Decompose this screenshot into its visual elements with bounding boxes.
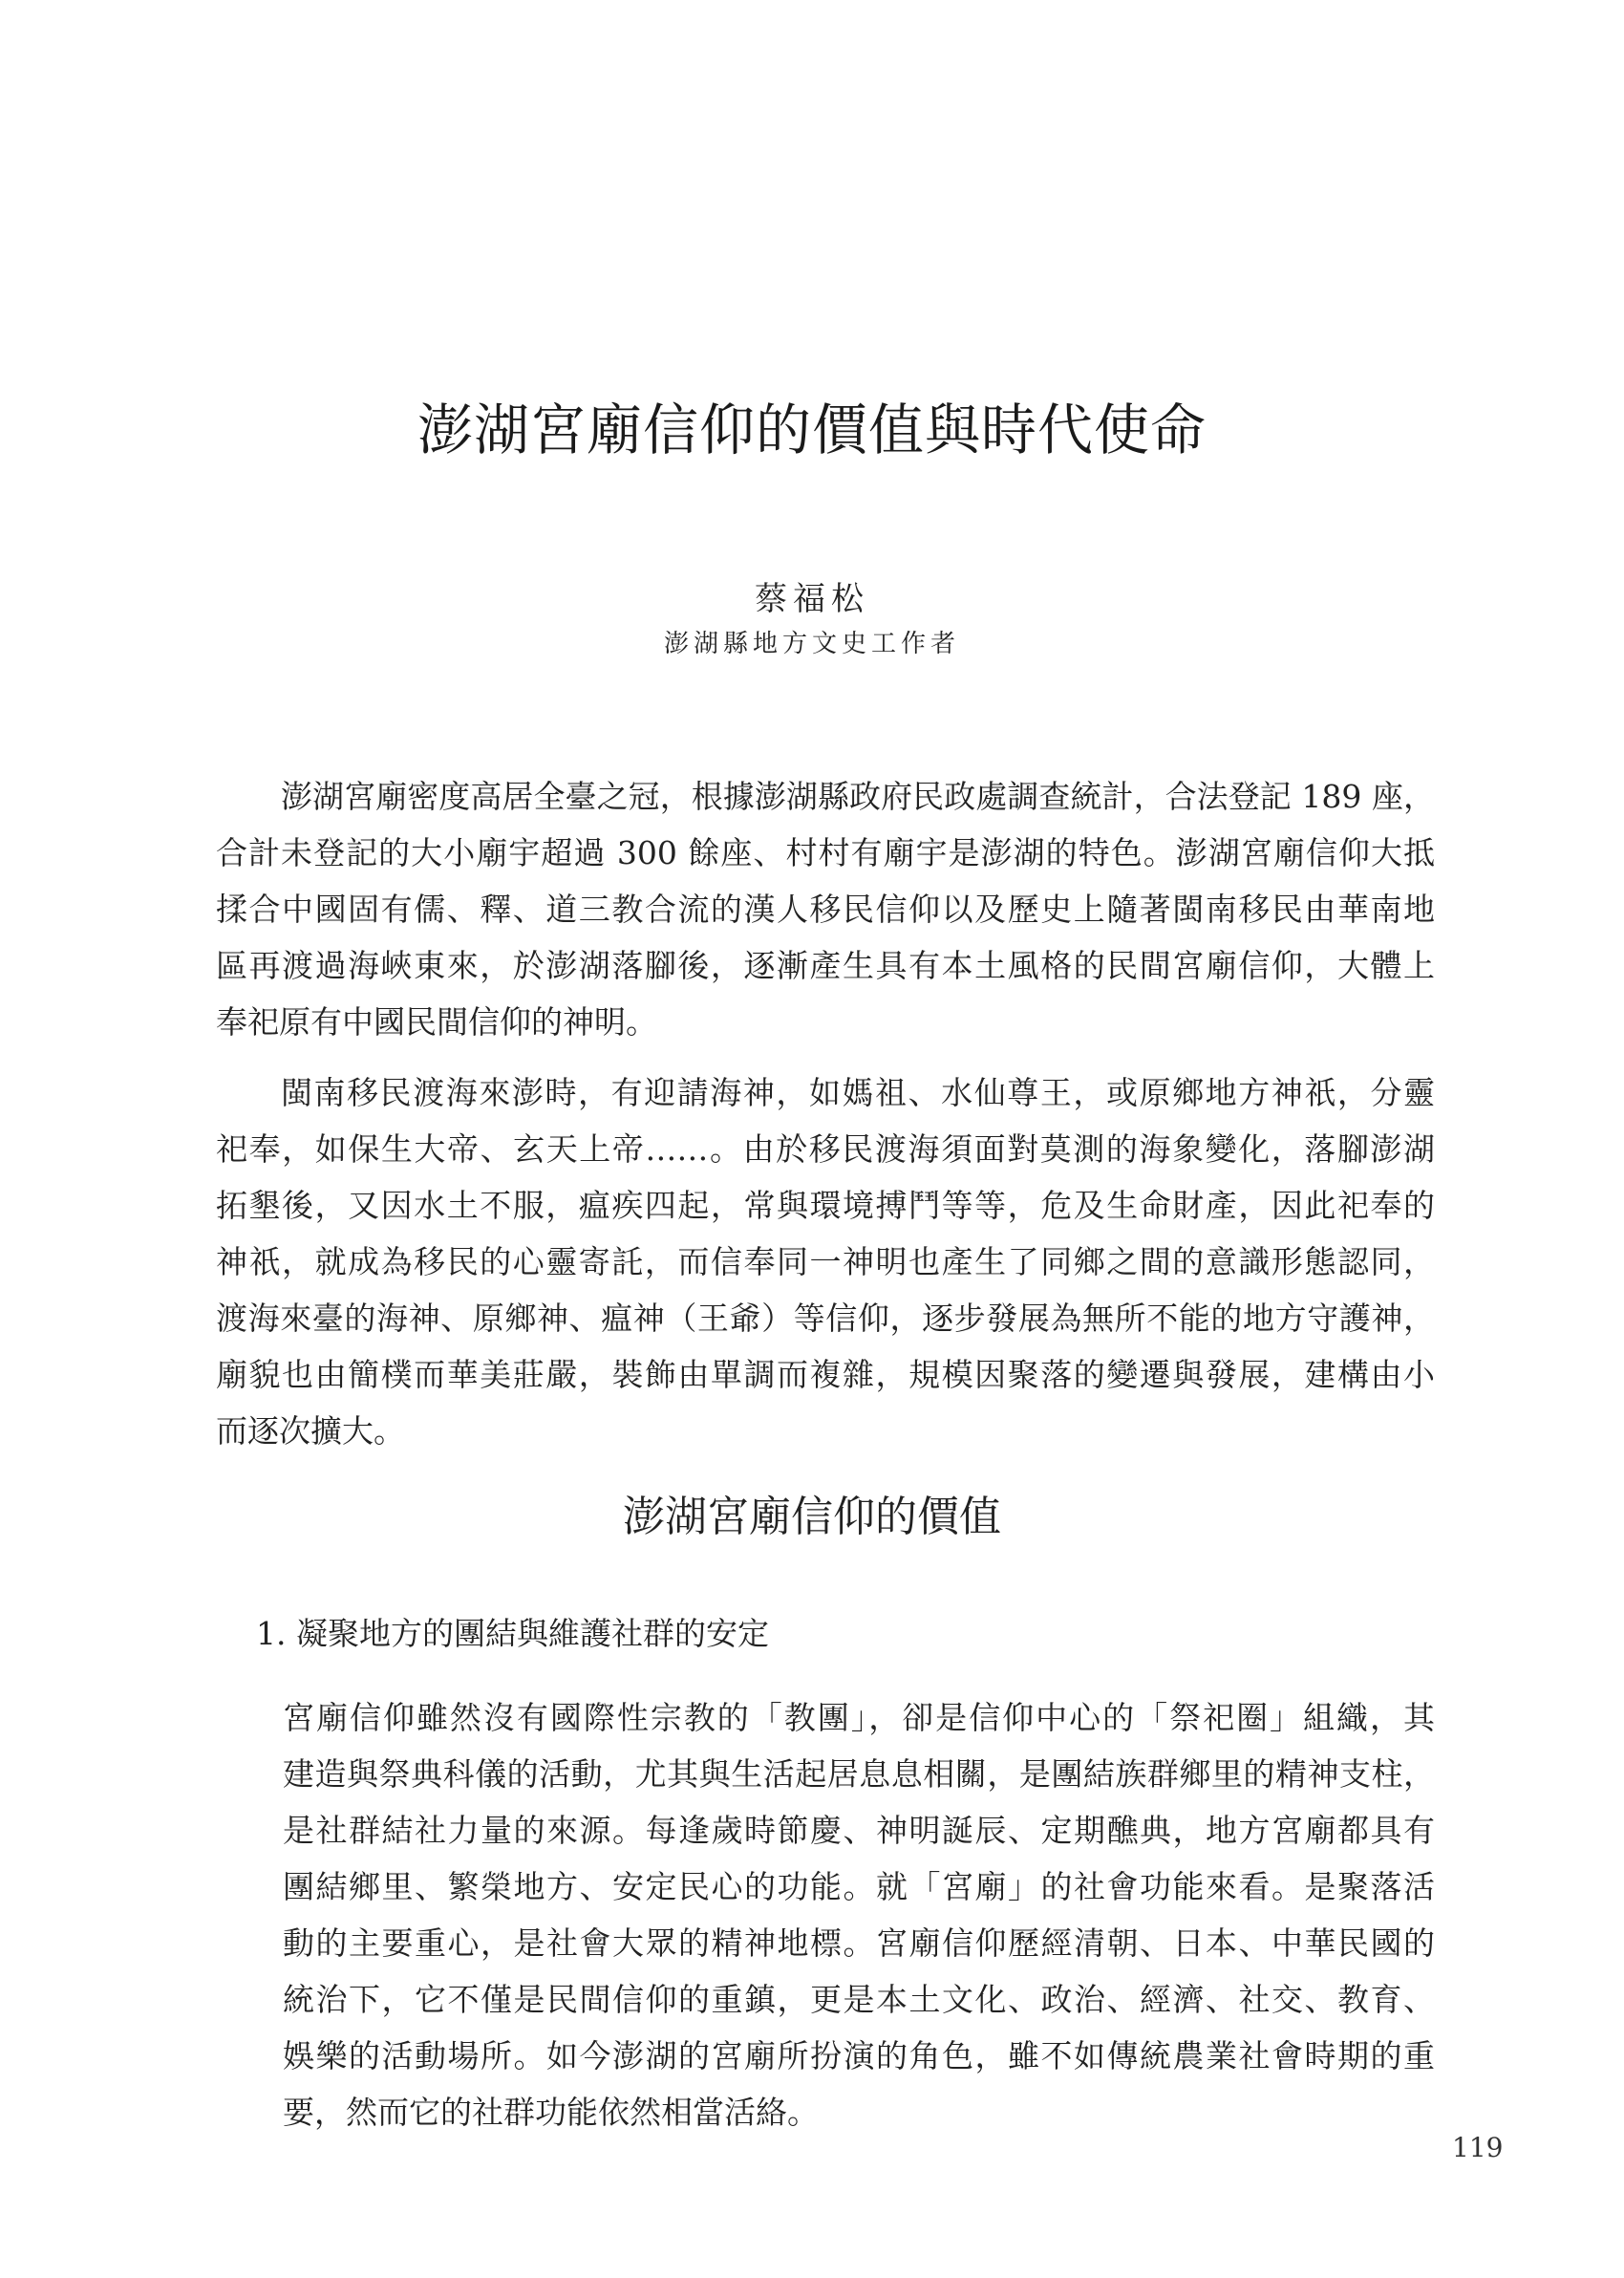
text-line: 廟貌也由簡樸而華美莊嚴，裝飾由單調而複雜，規模因聚落的變遷與發展，建構由小	[216, 1356, 1435, 1393]
text-line: 揉合中國固有儒、釋、道三教合流的漢人移民信仰以及歷史上隨著閩南移民由華南地	[216, 891, 1435, 928]
text-line: 閩南移民渡海來澎時，有迎請海神，如媽祖、水仙尊王，或原鄉地方神祇，分靈	[281, 1074, 1435, 1111]
text-line: 祀奉，如保生大帝、玄天上帝……。由於移民渡海須面對莫測的海象變化，落腳澎湖	[216, 1130, 1435, 1168]
author-affiliation: 澎湖縣地方文史工作者	[663, 630, 960, 658]
author-name: 蔡福松	[755, 580, 869, 618]
text-line: 合計未登記的大小廟宇超過 300 餘座、村村有廟宇是澎湖的特色。澎湖宮廟信仰大抵	[216, 834, 1435, 871]
text-line: 拓墾後，又因水土不服，瘟疾四起，常與環境搏鬥等等，危及生命財產，因此祀奉的	[216, 1187, 1435, 1224]
paragraph-item-1	[283, 1689, 1435, 2140]
text-line: 神祇，就成為移民的心靈寄託，而信奉同一神明也產生了同鄉之間的意識形態認同，	[216, 1243, 1435, 1280]
paragraph-intro	[216, 768, 1435, 1050]
text-line: 統治下，它不僅是民間信仰的重鎮，更是本土文化、政治、經濟、社交、教育、	[283, 1981, 1435, 2018]
text-line: 是社群結社力量的來源。每逢歲時節慶、神明誕辰、定期醮典，地方宮廟都具有	[283, 1812, 1435, 1849]
text-line: 建造與祭典科儀的活動，尤其與生活起居息息相關，是團結族群鄉里的精神支柱，	[283, 1755, 1435, 1793]
text-line: 娛樂的活動場所。如今澎湖的宮廟所扮演的角色，雖不如傳統農業社會時期的重	[283, 2037, 1435, 2074]
page-number: 119	[1452, 2132, 1504, 2163]
text-line: 區再渡過海峽東來，於澎湖落腳後，逐漸產生具有本土風格的民間宮廟信仰，大體上	[216, 947, 1435, 984]
article-title: 澎湖宮廟信仰的價值與時代使命	[417, 398, 1207, 462]
text-line: 動的主要重心，是社會大眾的精神地標。宮廟信仰歷經清朝、日本、中華民國的	[283, 1924, 1435, 1962]
text-line: 而逐次擴大。	[216, 1412, 405, 1450]
text-line: 團結鄉里、繁榮地方、安定民心的功能。就「宮廟」的社會功能來看。是聚落活	[283, 1868, 1435, 1905]
text-line: 奉祀原有中國民間信仰的神明。	[216, 1003, 657, 1041]
subsection-item-1: 1. 凝聚地方的團結與維護社群的安定	[256, 1615, 769, 1652]
text-line: 宮廟信仰雖然沒有國際性宗教的「教團」，卻是信仰中心的「祭祀圈」組織，其	[283, 1699, 1435, 1736]
text-line: 渡海來臺的海神、原鄉神、瘟神（王爺）等信仰，逐步發展為無所不能的地方守護神，	[216, 1300, 1435, 1337]
text-line: 澎湖宮廟密度高居全臺之冠，根據澎湖縣政府民政處調查統計，合法登記 189 座，	[281, 778, 1435, 815]
section-heading: 澎湖宮廟信仰的價值	[623, 1493, 1001, 1541]
paragraph-migration	[216, 1064, 1435, 1459]
text-line: 要，然而它的社群功能依然相當活絡。	[283, 2094, 819, 2131]
